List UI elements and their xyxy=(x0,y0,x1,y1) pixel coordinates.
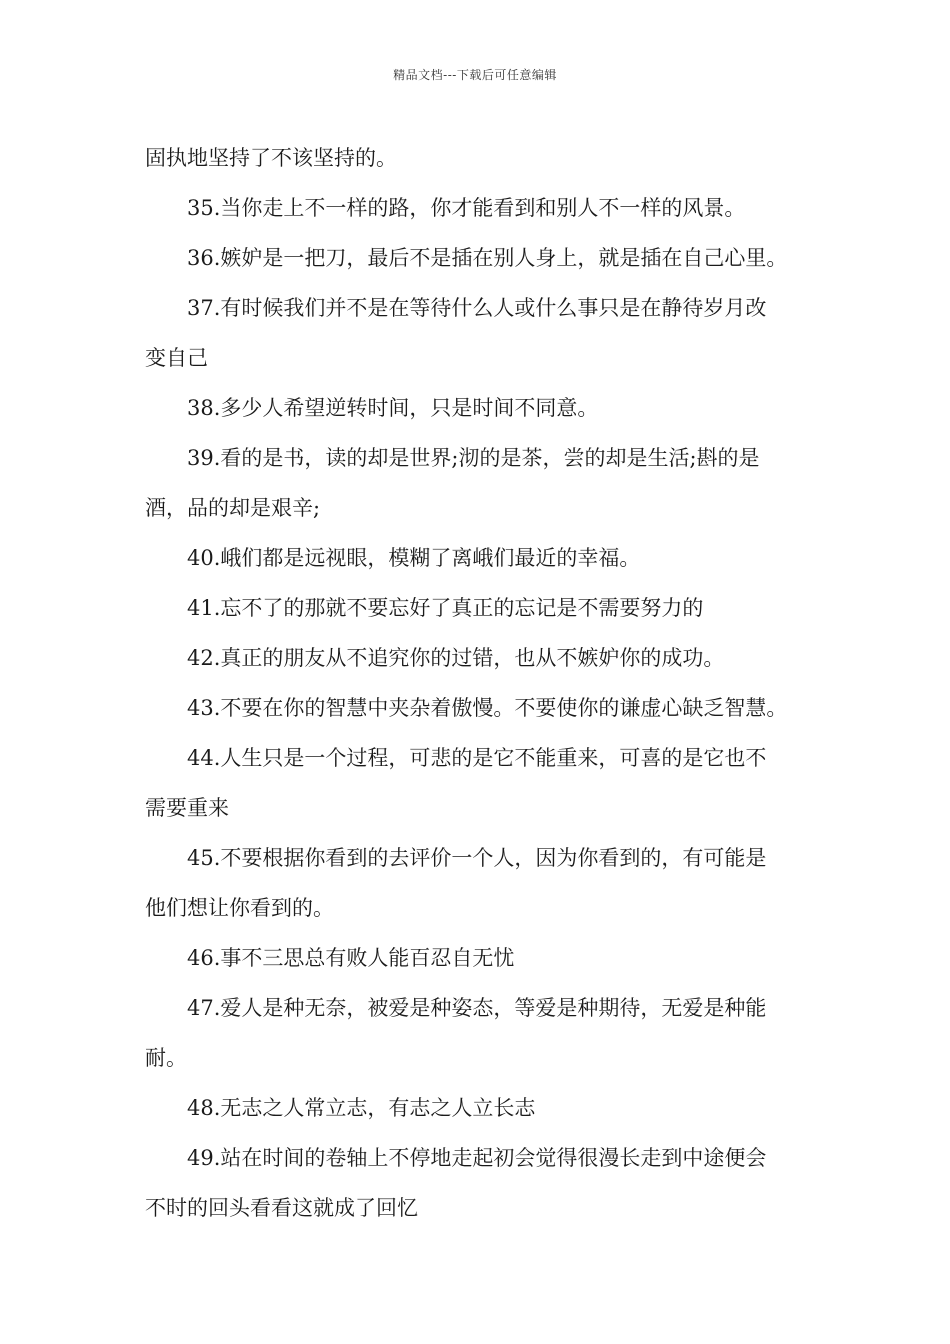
text-line: 47.爱人是种无奈，被爱是种姿态，等爱是种期待，无爱是种能 xyxy=(187,996,767,1020)
text-line: 38.多少人希望逆转时间，只是时间不同意。 xyxy=(187,396,599,420)
text-line: 耐。 xyxy=(145,1046,187,1070)
text-line: 酒，品的却是艰辛; xyxy=(145,496,321,520)
text-line: 37.有时候我们并不是在等待什么人或什么事只是在静待岁月改 xyxy=(187,296,767,320)
document-body xyxy=(145,133,825,1233)
text-line: 40.峨们都是远视眼，模糊了离峨们最近的幸福。 xyxy=(187,546,641,570)
text-line: 49.站在时间的卷轴上不停地走起初会觉得很漫长走到中途便会 xyxy=(187,1146,767,1170)
text-line: 46.事不三思总有败人能百忍自无忧 xyxy=(187,946,515,970)
text-line: 不时的回头看看这就成了回忆 xyxy=(145,1196,418,1220)
page-header: 精品文档---下载后可任意编辑 xyxy=(393,68,557,82)
text-line: 35.当你走上不一样的路，你才能看到和别人不一样的风景。 xyxy=(187,196,746,220)
text-line: 固执地坚持了不该坚持的。 xyxy=(145,146,397,170)
text-line: 变自己 xyxy=(145,346,208,370)
text-line: 45.不要根据你看到的去评价一个人，因为你看到的，有可能是 xyxy=(187,846,767,870)
text-line: 36.嫉妒是一把刀，最后不是插在别人身上，就是插在自己心里。 xyxy=(187,246,788,270)
text-line: 44.人生只是一个过程，可悲的是它不能重来，可喜的是它也不 xyxy=(187,746,767,770)
text-line: 42.真正的朋友从不追究你的过错，也从不嫉妒你的成功。 xyxy=(187,646,725,670)
text-line: 他们想让你看到的。 xyxy=(145,896,334,920)
text-line: 需要重来 xyxy=(145,796,229,820)
text-line: 43.不要在你的智慧中夹杂着傲慢。不要使你的谦虚心缺乏智慧。 xyxy=(187,696,788,720)
text-line: 48.无志之人常立志，有志之人立长志 xyxy=(187,1096,536,1120)
text-line: 41.忘不了的那就不要忘好了真正的忘记是不需要努力的 xyxy=(187,596,704,620)
text-line: 39.看的是书，读的却是世界;沏的是茶，尝的却是生活;斟的是 xyxy=(187,446,760,470)
